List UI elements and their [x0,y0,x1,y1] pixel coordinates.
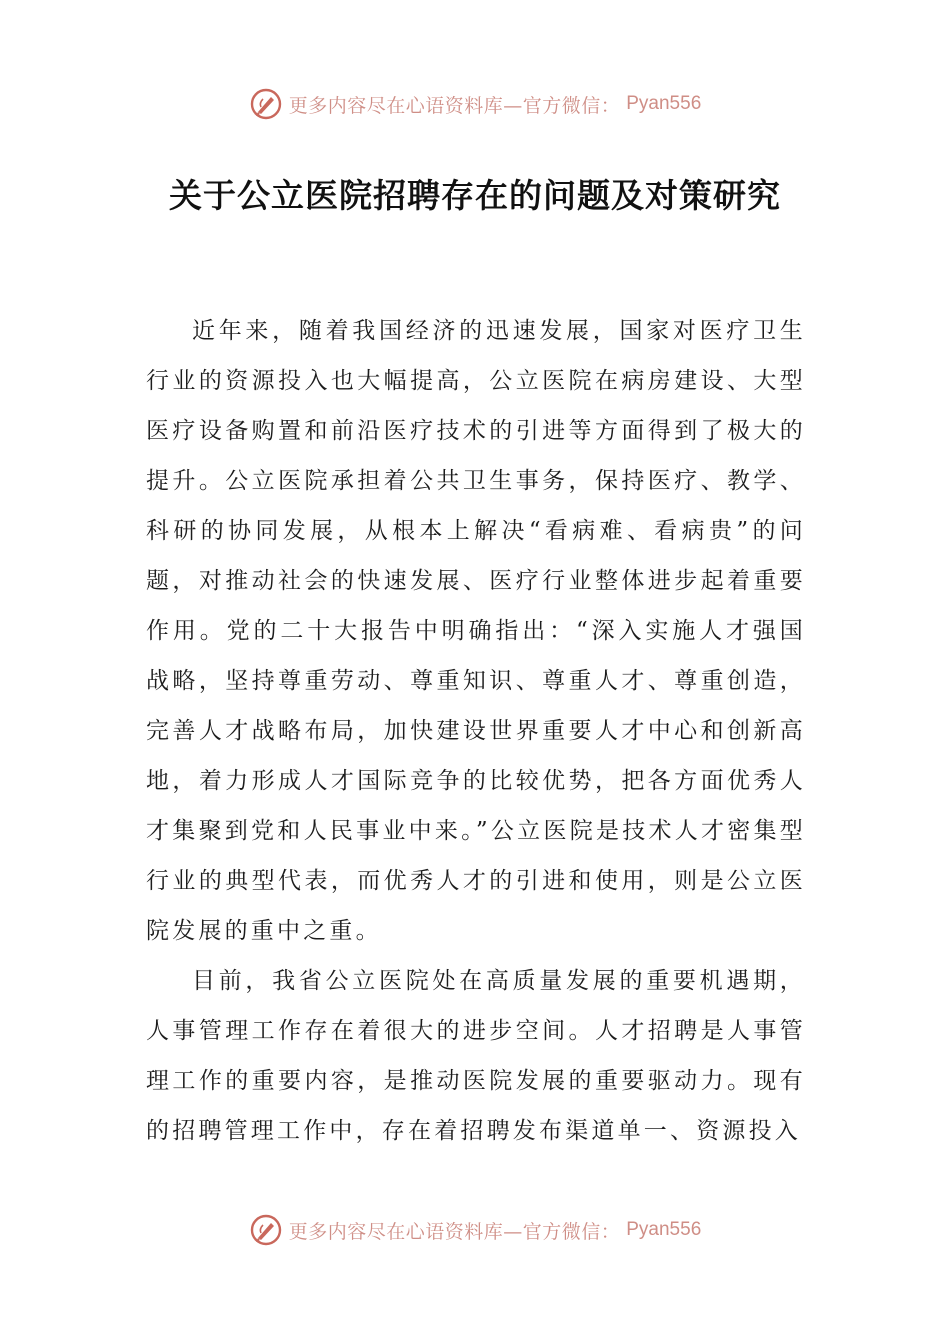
footer-watermark [0,1210,950,1250]
watermark-wechat-id: Pyan556 [626,1219,702,1240]
watermark-text: 更多内容尽在心语资料库—官方微信： [288,94,621,117]
paragraph: 近年来，随着我国经济的迅速发展，国家对医疗卫生行业的资源投入也大幅提高，公立医院在病房建设、大型医疗设备购置和前沿医疗技术的引进等方面得到了极大的提升。公立医院承担着公共卫生事务，保持医疗、教学、科研的协同发展，从根本上解决“看病难、看病贵”的问题，对推动社会的快速发展、医疗行业整体进步起着重要作用。党的二十大报告中明确指出：“深入实施人才强国战略，坚持尊重劳动、尊重知识、尊重人才、尊重创造，完善人才战略布局，加快建设世界重要人才中心和创新高地，着力形成人才国际竞争的比较优势，把各方面优秀人才集聚到党和人民事业中来。”公立医院是技术人才密集型行业的典型代表，而优秀人才的引进和使用，则是公立医院发展的重中之重。 [146,318,806,944]
document-title: 关于公立医院招聘存在的问题及对策研究 [169,176,781,215]
pen-logo-icon [249,87,283,121]
document-body [146,306,806,1156]
watermark-wechat-id: Pyan556 [626,93,702,114]
paragraph: 目前，我省公立医院处在高质量发展的重要机遇期，人事管理工作存在着很大的进步空间。人才招聘是人事管理工作的重要内容，是推动医院发展的重要驱动力。现有的招聘管理工作中，存在着招聘发布渠道单一、资源投入 [146,968,806,1144]
pen-logo-icon [249,1213,283,1247]
watermark-text: 更多内容尽在心语资料库—官方微信： [288,1220,621,1243]
header-watermark [0,84,950,124]
